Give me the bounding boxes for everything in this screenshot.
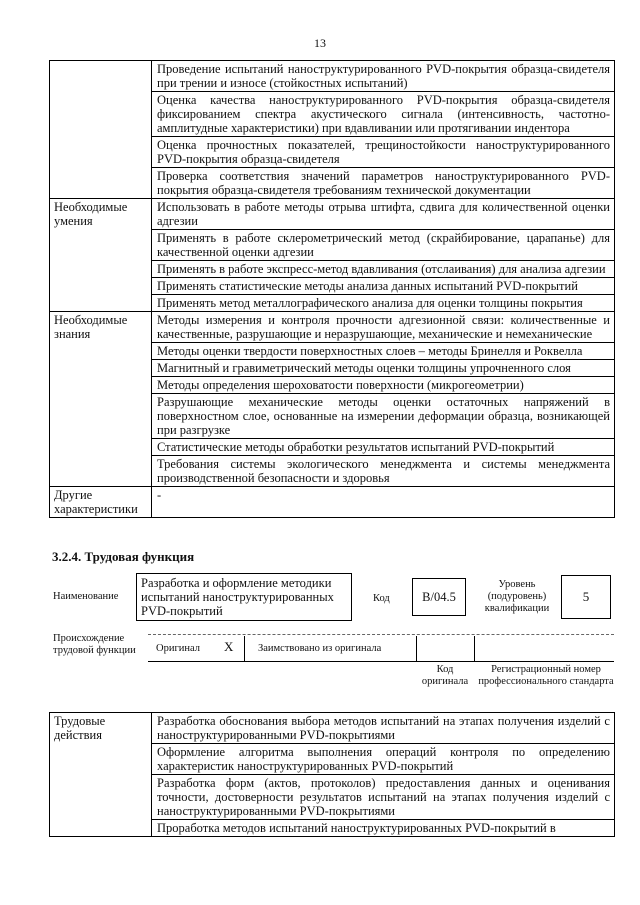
table-row <box>50 61 615 92</box>
original-label: Оригинал <box>156 643 200 654</box>
row-description: Разработка форм (актов, протоколов) предоставления данных и оценивания точности, достоверности результатов испытаний на этапах получения изделий с наноструктурированными PVD-покрытиями <box>152 775 615 820</box>
row-description: Оценка качества наноструктурированного PVD-покрытия образца-свидетеля фиксированием спектра акустического сигнала (интенсивность, частотно-амплитудные характеристики) при вдавливании или протягивании индентора <box>152 92 615 137</box>
origin-label: Происхождение трудовой функции <box>53 633 136 656</box>
row-group-label: Трудовые действия <box>50 713 152 837</box>
origin-bottom-line <box>148 661 614 662</box>
reg-number-label: Регистрационный номер профессионального стандарта <box>478 664 614 687</box>
row-description: Использовать в работе методы отрыва штифта, сдвига для количественной оценки адгезии <box>152 199 615 230</box>
function-name-box <box>136 573 352 621</box>
section-title: 3.2.4. Трудовая функция <box>52 549 195 564</box>
row-group-label: Другие характеристики <box>50 487 152 518</box>
row-description: Методы оценки твердости поверхностных слоев – методы Бринелля и Роквелла <box>152 343 615 360</box>
row-description: Применять метод металлографического анализа для оценки толщины покрытия <box>152 295 615 312</box>
row-group-label <box>50 61 152 199</box>
borrowed-label: Заимствовано из оригинала <box>258 643 382 654</box>
row-description: Применять в работе экспресс-метод вдавливания (отслаивания) для анализа адгезии <box>152 261 615 278</box>
table-row <box>50 487 615 518</box>
row-description: Разрушающие механические методы оценки остаточных напряжений в поверхностном слое, основанные на измерении деформации образца, возникающей при разгрузке <box>152 394 615 439</box>
name-label: Наименование <box>53 591 119 602</box>
row-description: Методы измерения и контроля прочности адгезионной связи: количественные и качественные, разрушающие и неразрушающие, механические и немеханические <box>152 312 615 343</box>
origin-divider-2 <box>416 636 417 662</box>
row-description: Статистические методы обработки результатов испытаний PVD-покрытий <box>152 439 615 456</box>
row-description: Разработка обоснования выбора методов испытаний на этапах получения изделий с наноструктурированными PVD-покрытиями <box>152 713 615 744</box>
page-number: 13 <box>314 36 326 50</box>
function-name-value: Разработка и оформление методики испытаний наноструктурированных PVD-покрытий <box>141 576 334 618</box>
code-value: B/04.5 <box>422 590 456 604</box>
level-label: Уровень (подуровень) квалификации <box>484 579 550 614</box>
level-value-box <box>561 575 611 619</box>
row-description: Требования системы экологического менеджмента и системы менеджмента производственной безопасности и здоровья <box>152 456 615 487</box>
code-label: Код <box>373 593 390 604</box>
requirements-table <box>49 60 615 518</box>
origin-divider <box>244 636 245 662</box>
labor-actions-table <box>49 712 615 837</box>
row-description: Магнитный и гравиметрический методы оценки толщины упрочненного слоя <box>152 360 615 377</box>
original-mark: X <box>224 639 234 654</box>
row-description: Проверка соответствия значений параметров наноструктурированного PVD-покрытия образца-свидетеля требованиям технической документации <box>152 168 615 199</box>
level-value: 5 <box>582 589 590 604</box>
origin-divider-3 <box>474 636 475 662</box>
row-description: Применять в работе склерометрический метод (скрайбирование, царапанье) для качественной оценки адгезии <box>152 230 615 261</box>
row-description: - <box>152 487 615 518</box>
table-row <box>50 312 615 343</box>
row-group-label: Необходимые умения <box>50 199 152 312</box>
origin-row-line <box>148 634 614 635</box>
code-value-box <box>412 578 466 616</box>
row-group-label: Необходимые знания <box>50 312 152 487</box>
row-description: Проработка методов испытаний наноструктурированных PVD-покрытий в <box>152 820 615 837</box>
code-original-label: Код оригинала <box>421 664 469 687</box>
row-description: Применять статистические методы анализа данных испытаний PVD-покрытий <box>152 278 615 295</box>
table-row <box>50 713 615 744</box>
table-row <box>50 199 615 230</box>
row-description: Оценка прочностных показателей, трещиностойкости наноструктурированного PVD-покрытия образца-свидетеля <box>152 137 615 168</box>
row-description: Методы определения шероховатости поверхности (микрогеометрии) <box>152 377 615 394</box>
row-description: Проведение испытаний наноструктурированного PVD-покрытия образца-свидетеля при трении и износе (стойкостных испытаний) <box>152 61 615 92</box>
row-description: Оформление алгоритма выполнения операций контроля по определению характеристик наноструктурированных PVD-покрытий <box>152 744 615 775</box>
